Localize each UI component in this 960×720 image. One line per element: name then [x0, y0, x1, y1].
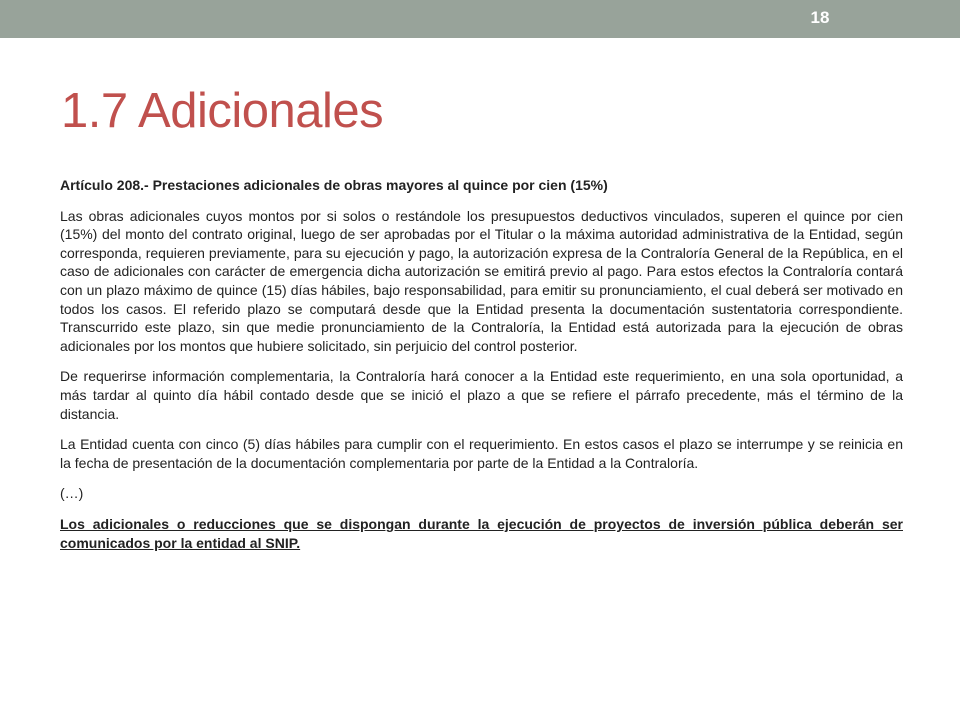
paragraph-ellipsis: (…)	[60, 485, 84, 502]
slide-number: 18	[810, 8, 830, 27]
closing-note: Los adicionales o reducciones que se dispongan durante la ejecución de proyectos de inversión pública deberán ser comunicados por la entidad al SNIP.	[60, 515, 903, 551]
top-bar	[0, 0, 960, 38]
article-heading: Artículo 208.- Prestaciones adicionales de obras mayores al quince por cien (15%)	[60, 177, 608, 193]
paragraph-entity-deadline: La Entidad cuenta con cinco (5) días hábiles para cumplir con el requerimiento. En estos casos el plazo se interrumpe y se reinicia en la fecha de presentación de la documentación complementaria por parte de la Entidad a la Contraloría.	[60, 436, 903, 471]
slide-title: 1.7 Adicionales	[61, 84, 384, 138]
paragraph-article-body: Las obras adicionales cuyos montos por si solos o restándole los presupuestos deductivos vinculados, superen el quince por cien (15%) del monto del contrato original, luego de ser aprobadas por el Titular o la máxima autoridad administrativa de la Entidad, según corresponda, requieren previamente, para su ejecución y pago, la autorización expresa de la Contraloría General de la República, en el caso de adicionales con carácter de emergencia dicha autorización se emitirá previo al pago. Para estos efectos la Contraloría contará con un plazo máximo de quince (15) días hábiles, bajo responsabilidad, para emitir su pronunciamiento, el cual deberá ser motivado en todos los casos. El referido plazo se computará desde que la Entidad presenta la documentación sustentatoria correspondiente. Transcurrido este plazo, sin que medie pronunciamiento de la Contraloría, la Entidad está autorizada para la ejecución de obras adicionales por los montos que hubiere solicitado, sin perjuicio del control posterior.	[60, 207, 903, 354]
paragraph-complementary-info: De requerirse información complementaria, la Contraloría hará conocer a la Entidad este requerimiento, en una sola oportunidad, a más tardar al quinto día hábil contado desde que se inició el plazo a que se refiere el párrafo precedente, más el término de la distancia.	[60, 368, 903, 422]
slide-content	[60, 176, 903, 564]
